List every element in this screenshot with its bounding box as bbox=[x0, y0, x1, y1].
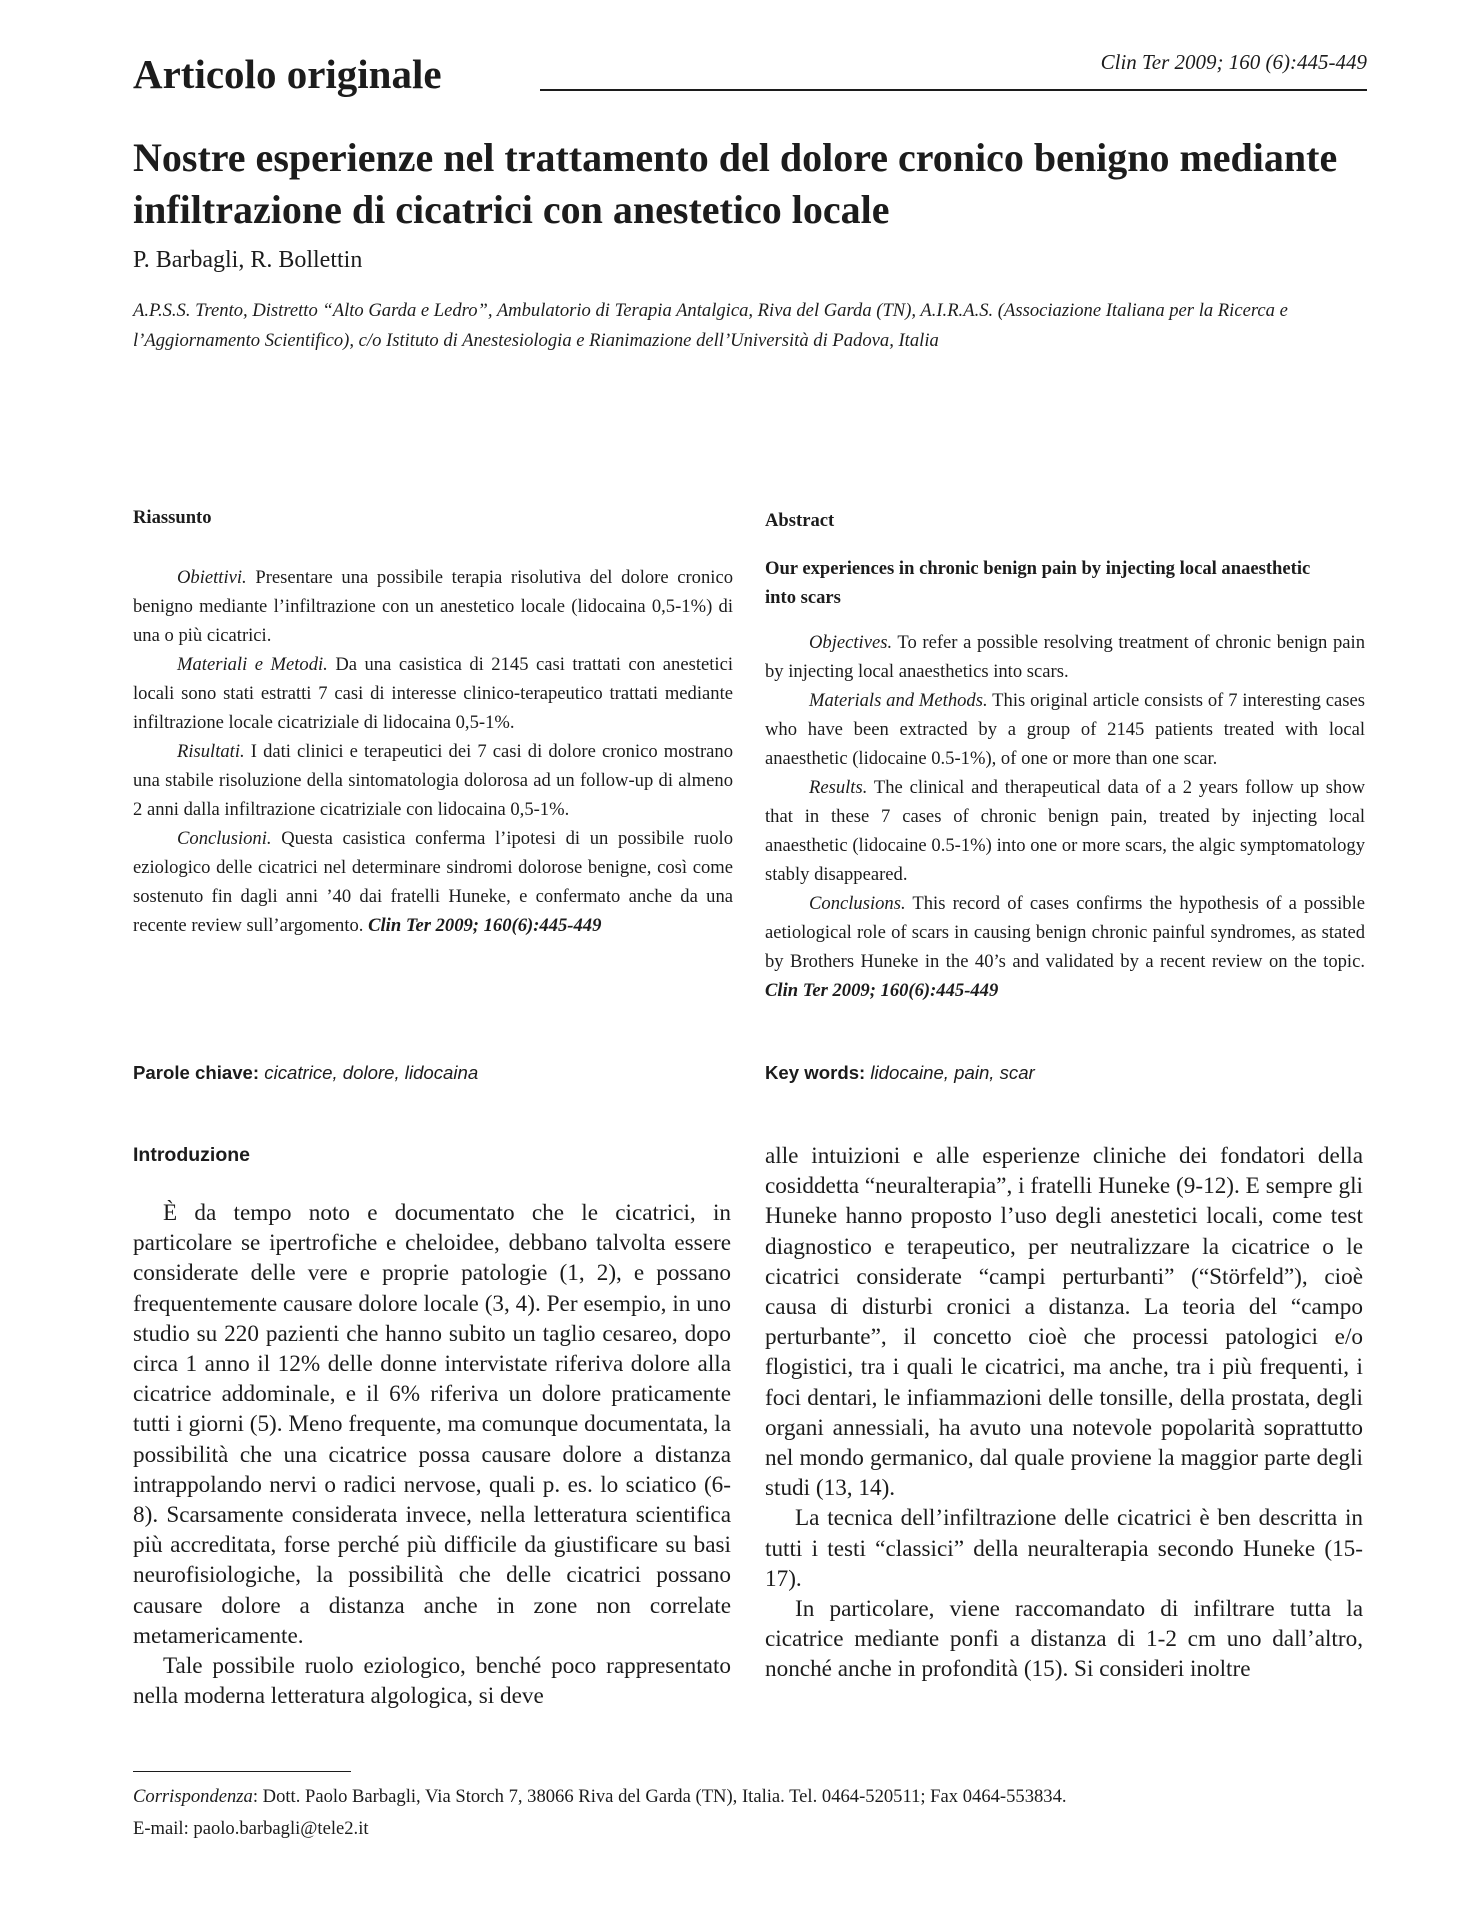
footnote-rule bbox=[133, 1771, 351, 1772]
abstract-conclusions bbox=[765, 889, 1365, 1005]
introduction-heading: Introduzione bbox=[133, 1144, 250, 1166]
abstract-citation: Clin Ter 2009; 160(6):445-449 bbox=[765, 980, 999, 1001]
riassunto-risultati-text: I dati clinici e terapeutici dei 7 casi di dolore cronico mostrano una stabile risoluzione della sintomatologia dolorosa ad un follow-up di almeno 2 anni dalla infiltrazione cicatriziale con lidocaina 0,5-1%. bbox=[133, 741, 733, 820]
article-title: Nostre esperienze nel trattamento del dolore cronico benigno mediante infiltrazione di cicatrici con anestetico locale bbox=[133, 135, 1338, 232]
abstract-results bbox=[765, 773, 1365, 889]
riassunto-conclusioni bbox=[133, 824, 733, 940]
abstract-body bbox=[765, 628, 1365, 1005]
abstract-methods-label: Materials and Methods. bbox=[809, 690, 988, 711]
riassunto-body bbox=[133, 563, 733, 940]
abstract-conclusions-label: Conclusions. bbox=[809, 893, 906, 914]
riassunto-obiettivi-text: Presentare una possibile terapia risolutiva del dolore cronico benigno mediante l’infiltrazione con un anestetico locale (lidocaina 0,5-1%) di una o più cicatrici. bbox=[133, 567, 733, 646]
abstract-keywords-list: lidocaine, pain, scar bbox=[870, 1062, 1035, 1083]
riassunto-obiettivi-label: Obiettivi. bbox=[177, 567, 247, 588]
article-authors: P. Barbagli, R. Bollettin bbox=[133, 247, 363, 273]
introduction-column-right bbox=[765, 1141, 1363, 1685]
introduction-paragraph-2: Tale possibile ruolo eziologico, benché poco rappresentato nella moderna letteratura algologica, si deve bbox=[133, 1653, 731, 1710]
introduction-column-left bbox=[133, 1198, 731, 1711]
abstract-methods bbox=[765, 686, 1365, 773]
introduction-paragraph-1: È da tempo noto e documentato che le cicatrici, in particolare se ipertrofiche e cheloidee, debbano talvolta essere considerate delle vere e proprie patologie (1, 2), e possano frequentemente causare dolore locale (3, 4). Per esempio, in uno studio su 220 pazienti che hanno subito un taglio cesareo, dopo circa 1 anno il 12% delle donne intervistate riferiva dolore alla cicatrice addominale, e il 6% riferiva un dolore praticamente tutti i giorni (5). Meno frequente, ma comunque documentata, la possibilità che una cicatrice possa causare dolore a distanza intrappolando nervi o radici nervose, quali p. es. lo sciatico (6-8). Scarsamente considerata invece, nella letteratura scientifica più accreditata, forse perché più difficile da giustificare su basi neurofisiologiche, la possibilità che delle cicatrici possano causare dolore a distanza anche in zone non correlate metamericamente. bbox=[133, 1200, 731, 1649]
abstract-results-text: The clinical and therapeutical data of a 2 years follow up show that in these 7 cases of chronic benign pain, treated by injecting local anaesthetic (lidocaine 0.5-1%) into one or more scars, the algic symptomatology stably disappeared. bbox=[765, 777, 1365, 885]
riassunto-keywords bbox=[133, 1062, 478, 1084]
abstract-conclusions-text: This record of cases confirms the hypothesis of a possible aetiological role of scars in causing benign chronic painful syndromes, as stated by Brothers Huneke in the 40’s and validated by a recent review on the topic. bbox=[765, 893, 1365, 972]
correspondence-email: E-mail: paolo.barbagli@tele2.it bbox=[133, 1818, 369, 1839]
abstract-subtitle: Our experiences in chronic benign pain by injecting local anaesthetic into scars bbox=[765, 558, 1311, 608]
section-label: Articolo originale bbox=[133, 51, 442, 97]
riassunto-risultati-label: Risultati. bbox=[177, 741, 245, 762]
riassunto-risultati bbox=[133, 737, 733, 824]
introduction-paragraph-3: alle intuizioni e alle esperienze cliniche dei fondatori della cosiddetta “neuralterapia”, i fratelli Huneke (9-12). E sempre gli Huneke hanno proposto l’uso degli anestetici locali, come test diagnostico e terapeutico, per neutralizzare la cicatrice o le cicatrici considerate “campi perturbanti” (“Störfeld”), cioè causa di disturbi cronici a distanza. La teoria del “campo perturbante”, il concetto cioè che processi patologici e/o flogistici, tra i quali le cicatrici, ma anche, tra i più frequenti, i foci dentari, le infiammazioni delle tonsille, della prostata, degli organi annessiali, ha avuto una notevole popolarità soprattutto nel mondo germanico, dal quale proviene la maggior parte degli studi (13, 14). bbox=[765, 1143, 1363, 1502]
abstract-objectives-label: Objectives. bbox=[809, 632, 893, 653]
correspondence-text: : Dott. Paolo Barbagli, Via Storch 7, 38066 Riva del Garda (TN), Italia. Tel. 0464-520511; Fax 0464-553834. bbox=[252, 1786, 1067, 1807]
correspondence-footnote bbox=[133, 1781, 1373, 1845]
correspondence-label: Corrispondenza bbox=[133, 1786, 253, 1807]
riassunto-metodi bbox=[133, 650, 733, 737]
riassunto-obiettivi bbox=[133, 563, 733, 650]
introduction-paragraph-5: In particolare, viene raccomandato di infiltrare tutta la cicatrice mediante ponfi a distanza di 1-2 cm uno dall’altro, nonché anche in profondità (15). Si consideri inoltre bbox=[765, 1596, 1363, 1683]
riassunto-keywords-list: cicatrice, dolore, lidocaina bbox=[264, 1062, 479, 1083]
introduction-paragraph-4: La tecnica dell’infiltrazione delle cicatrici è ben descritta in tutti i testi “classici” della neuralterapia secondo Huneke (15-17). bbox=[765, 1505, 1363, 1592]
abstract-results-label: Results. bbox=[809, 777, 868, 798]
article-affiliation: A.P.S.S. Trento, Distretto “Alto Garda e Ledro”, Ambulatorio di Terapia Antalgica, Riva del Garda (TN), A.I.R.A.S. (Associazione Italiana per la Ricerca e l’Aggiornamento Scientifico), c/o Istituto di Anestesiologia e Rianimazione dell’Università di Padova, Italia bbox=[133, 300, 1288, 351]
abstract-objectives-text: To refer a possible resolving treatment of chronic benign pain by injecting local anaesthetics into scars. bbox=[765, 632, 1365, 682]
riassunto-metodi-label: Materiali e Metodi. bbox=[177, 654, 328, 675]
abstract-heading: Abstract bbox=[765, 510, 835, 531]
riassunto-citation: Clin Ter 2009; 160(6):445-449 bbox=[368, 915, 602, 936]
riassunto-conclusioni-text: Questa casistica conferma l’ipotesi di un possibile ruolo eziologico delle cicatrici nel determinare sindromi dolorose benigne, così come sostenuto fin dagli anni ’40 dai fratelli Huneke, e confermato anche da una recente review sull’argomento. bbox=[133, 828, 733, 936]
abstract-keywords-label: Key words: bbox=[765, 1062, 866, 1083]
riassunto-keywords-label: Parole chiave: bbox=[133, 1062, 260, 1083]
abstract-objectives bbox=[765, 628, 1365, 686]
correspondence-line bbox=[133, 1781, 1373, 1813]
header-rule bbox=[540, 89, 1367, 91]
abstract-keywords bbox=[765, 1062, 1035, 1084]
riassunto-heading: Riassunto bbox=[133, 507, 212, 528]
journal-citation: Clin Ter 2009; 160 (6):445-449 bbox=[1100, 50, 1367, 74]
riassunto-conclusioni-label: Conclusioni. bbox=[177, 828, 272, 849]
riassunto-metodi-text: Da una casistica di 2145 casi trattati con anestetici locali sono stati estratti 7 casi di interesse clinico-terapeutico trattati mediante infiltrazione locale cicatriziale di lidocaina 0,5-1%. bbox=[133, 654, 733, 733]
abstract-methods-text: This original article consists of 7 interesting cases who have been extracted by a group of 2145 patients treated with local anaesthetic (lidocaine 0.5-1%), of one or more than one scar. bbox=[765, 690, 1365, 769]
